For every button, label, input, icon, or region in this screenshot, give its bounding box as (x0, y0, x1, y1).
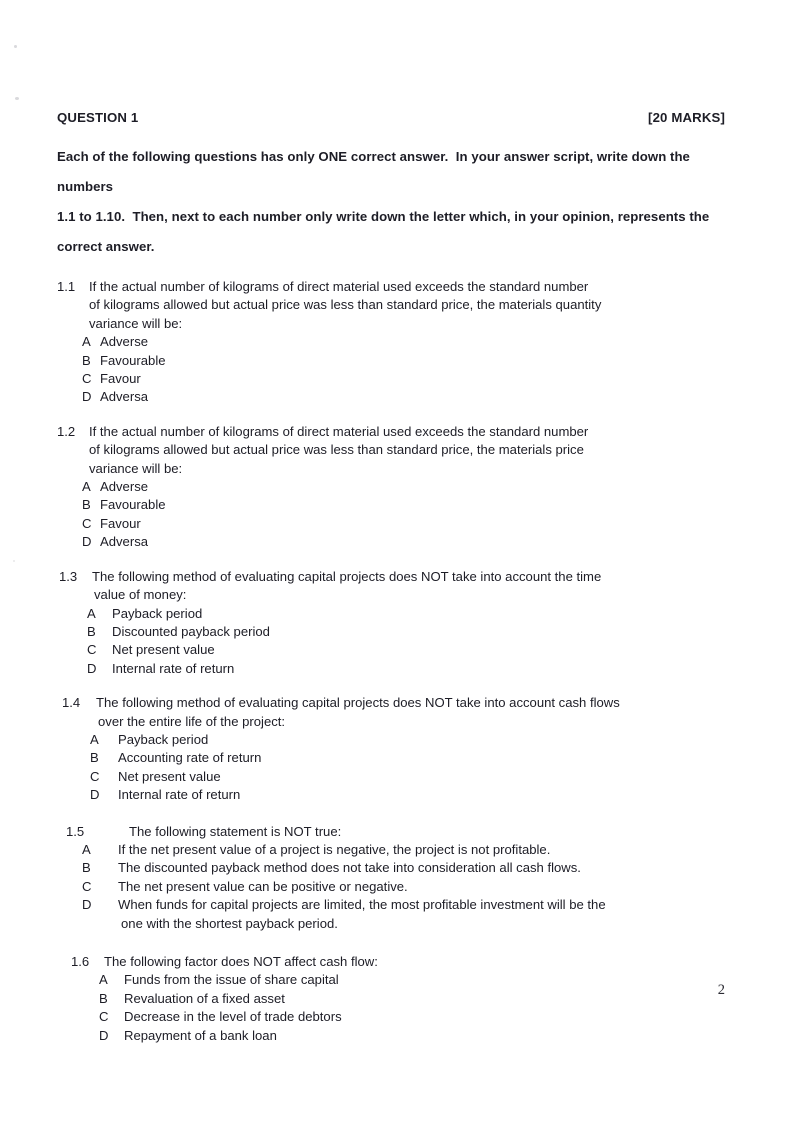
question-stem (57, 568, 725, 605)
option-letter: D (90, 787, 100, 803)
option-letter: C (87, 642, 97, 658)
option-text: Adverse (100, 479, 149, 495)
question-item (57, 823, 725, 933)
question-stem-text (101, 953, 725, 971)
option-item[interactable] (99, 1008, 725, 1026)
option-letter: C (90, 768, 100, 784)
option-text: Repayment of a bank loan (124, 1027, 277, 1043)
option-text: Favour (100, 371, 141, 387)
option-text: Payback period (118, 731, 209, 747)
stem-line: If the actual number of kilograms of direct material used exceeds the standard number (89, 423, 589, 439)
option-item[interactable] (82, 859, 725, 877)
option-item[interactable] (82, 533, 725, 551)
option-text: Payback period (112, 605, 203, 621)
option-item[interactable] (82, 478, 725, 496)
option-list (57, 333, 725, 407)
option-letter: B (87, 623, 96, 639)
scan-speckle (15, 97, 19, 100)
option-text: Net present value (118, 768, 221, 784)
instruction-line: correct answer. (57, 239, 155, 254)
option-letter: D (82, 534, 92, 550)
option-item[interactable] (82, 352, 725, 370)
question-stem-text (92, 694, 725, 731)
option-letter: C (82, 515, 92, 531)
option-text: Revaluation of a fixed asset (124, 990, 285, 1006)
option-text: Adverse (100, 334, 149, 350)
instruction-line: Each of the following questions has only ONE correct answer. In your answer script, write down the numbers (57, 149, 694, 194)
option-text: Adversa (100, 534, 149, 550)
option-letter: A (99, 972, 108, 988)
marks-allocation: [20 MARKS] (648, 110, 725, 125)
option-text: Funds from the issue of share capital (124, 972, 339, 988)
option-item[interactable] (82, 333, 725, 351)
option-item[interactable] (82, 388, 725, 406)
option-item[interactable] (82, 878, 725, 896)
question-item (57, 953, 725, 1045)
option-letter: A (82, 334, 91, 350)
stem-line: variance will be: (89, 315, 183, 331)
option-text: Accounting rate of return (118, 750, 262, 766)
option-text: Net present value (112, 642, 215, 658)
option-item[interactable] (82, 515, 725, 533)
question-header (57, 110, 725, 125)
question-stem-text (87, 423, 725, 478)
option-item[interactable] (99, 1027, 725, 1045)
option-letter: A (90, 731, 99, 747)
question-number: 1.2 (57, 423, 76, 439)
option-item[interactable] (82, 496, 725, 514)
option-list (57, 478, 725, 552)
stem-line: The following statement is NOT true: (129, 823, 342, 839)
option-item[interactable] (87, 623, 725, 641)
question-title: QUESTION 1 (57, 110, 139, 125)
option-item[interactable] (90, 731, 725, 749)
question-number: 1.5 (66, 823, 85, 839)
stem-line: If the actual number of kilograms of direct material used exceeds the standard number (89, 279, 589, 294)
option-text: Decrease in the level of trade debtors (124, 1009, 342, 1025)
option-letter: D (87, 660, 97, 676)
option-letter: A (82, 841, 91, 857)
page-number: 2 (717, 982, 725, 998)
stem-line: of kilograms allowed but actual price was less than standard price, the materials quantity (89, 297, 602, 313)
question-stem (57, 953, 725, 971)
scan-speckle (14, 45, 17, 48)
question-number: 1.1 (57, 279, 76, 294)
option-text: Internal rate of return (112, 660, 235, 676)
stem-line: value of money: (94, 587, 187, 603)
option-text: Favour (100, 515, 141, 531)
question-stem (57, 278, 725, 333)
option-text: Adversa (100, 389, 149, 405)
question-stem-text (87, 278, 725, 333)
instructions-paragraph (57, 142, 725, 262)
option-item[interactable] (82, 896, 725, 933)
question-stem (57, 823, 725, 841)
option-letter: C (99, 1009, 109, 1025)
stem-line: of kilograms allowed but actual price was less than standard price, the materials price (89, 442, 584, 458)
option-letter: D (99, 1027, 109, 1043)
option-item[interactable] (90, 786, 725, 804)
question-stem-text (96, 823, 725, 841)
question-stem-text (89, 568, 725, 605)
option-letter: B (82, 497, 91, 513)
option-list (57, 841, 725, 933)
option-item[interactable] (90, 768, 725, 786)
question-item (57, 423, 725, 552)
option-text: If the net present value of a project is negative, the project is not profitable. (118, 841, 551, 857)
stem-line: over the entire life of the project: (98, 713, 286, 729)
option-letter: C (82, 371, 92, 387)
option-item[interactable] (82, 841, 725, 859)
option-text: Discounted payback period (112, 623, 270, 639)
option-letter: D (82, 897, 92, 913)
stem-line: The following method of evaluating capital projects does NOT take into account cash flows (96, 695, 620, 711)
question-number: 1.6 (71, 954, 90, 969)
question-number: 1.3 (59, 568, 78, 584)
option-text: Internal rate of return (118, 787, 241, 803)
option-letter: B (99, 990, 108, 1006)
instruction-line: 1.1 to 1.10. Then, next to each number only write down the letter which, in your opinion, represents the (57, 209, 710, 224)
option-letter: D (82, 389, 92, 405)
option-item[interactable] (87, 641, 725, 659)
option-item[interactable] (82, 370, 725, 388)
option-text: Favourable (100, 352, 166, 368)
option-item[interactable] (90, 749, 725, 767)
option-text: The net present value can be positive or negative. (118, 878, 408, 894)
option-letter: A (87, 605, 96, 621)
question-item (57, 278, 725, 407)
option-item[interactable] (87, 605, 725, 623)
option-letter: B (90, 750, 99, 766)
option-list (57, 731, 725, 805)
option-item[interactable] (87, 660, 725, 678)
option-text: The discounted payback method does not take into consideration all cash flows. (118, 860, 581, 876)
option-text: Favourable (100, 497, 166, 513)
question-item (57, 568, 725, 678)
question-number: 1.4 (62, 695, 81, 711)
option-letter: A (82, 479, 91, 495)
question-item (57, 694, 725, 804)
option-letter: B (82, 860, 91, 876)
stem-line: The following method of evaluating capital projects does NOT take into account the time (92, 568, 602, 584)
stem-line: The following factor does NOT affect cash flow: (104, 954, 378, 969)
document-content (57, 110, 725, 1061)
stem-line: variance will be: (89, 460, 183, 476)
option-text: When funds for capital projects are limited, the most profitable investment will be the one with the shortest payback period. (118, 897, 606, 931)
option-letter: C (82, 878, 92, 894)
option-letter: B (82, 352, 91, 368)
scan-speckle (13, 560, 15, 562)
question-stem (57, 694, 725, 731)
option-list (57, 605, 725, 679)
question-stem (57, 423, 725, 478)
